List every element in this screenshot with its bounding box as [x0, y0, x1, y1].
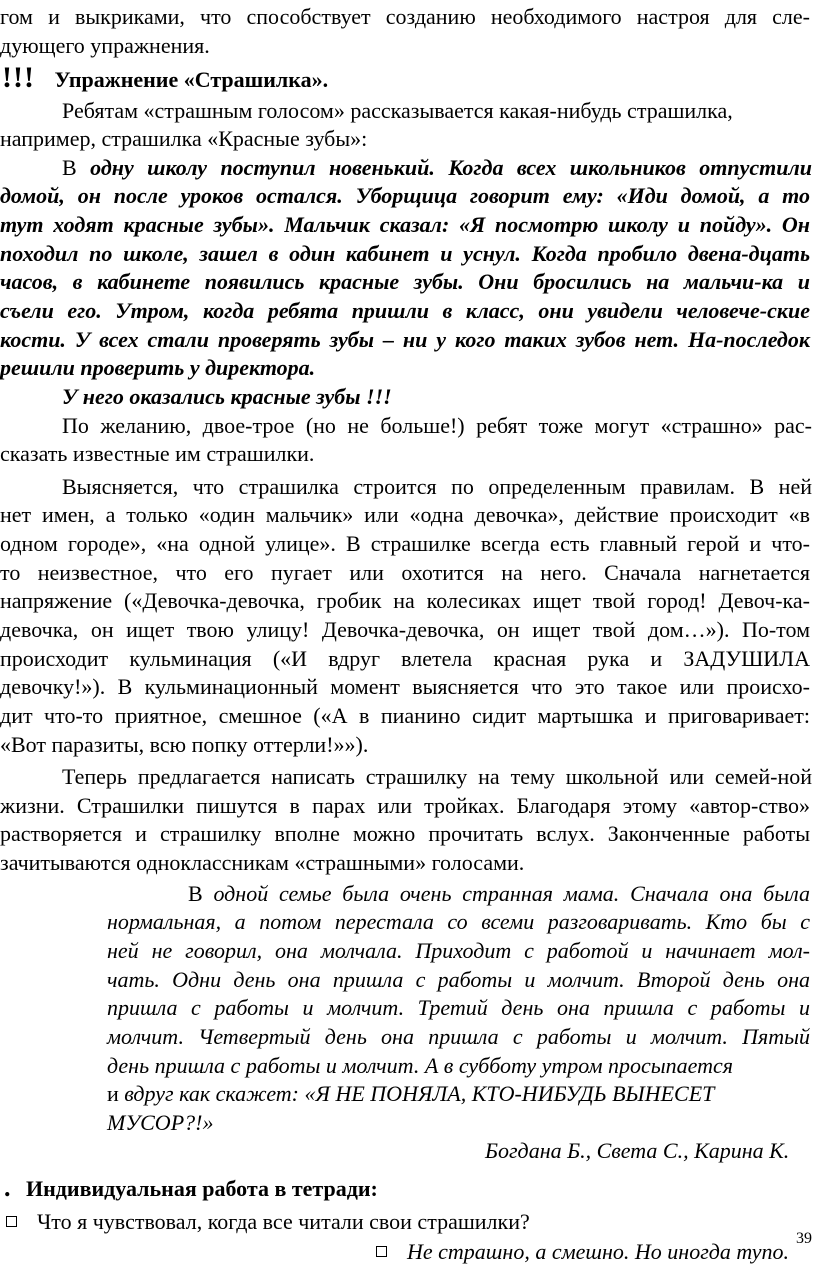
- text-line: жизни. Страшилки пишутся в парах или тройках. Благодаря этому «автор-ство»: [0, 792, 810, 818]
- example-line: пришла с работы и молчит. Третий день она пришла с работы и: [107, 995, 810, 1021]
- text-line: зачитываются одноклассникам «страшными» голосами.: [0, 850, 525, 876]
- text-line: напряжение («Девочка-девочка, гробик на колесиках ищет твой город! Девоч-ка-: [0, 588, 810, 614]
- example-line: [188, 879, 810, 909]
- example-line-8-rest: вдруг как скажет: «Я НЕ ПОНЯЛА, КТО-НИБУДЬ ВЫНЕСЕТ: [124, 1081, 715, 1107]
- story-line: часов, в кабинете появились красные зубы. Они бросились на мальчи-ка и: [0, 269, 810, 295]
- text-line: Теперь предлагается написать страшилку на тему школьной или семей-ной: [62, 764, 812, 790]
- text-line: происходит кульминация («И вдруг влетела красная рука и ЗАДУШИЛА: [0, 645, 810, 671]
- checkbox-bullet-icon: [6, 1216, 17, 1227]
- story-line: домой, он после уроков остался. Уборщица говорит ему: «Иди домой, а то: [0, 183, 810, 209]
- story-line: решили проверить у директора.: [0, 355, 316, 381]
- text-line: сказать известные им страшилки.: [0, 441, 315, 467]
- example-line: день пришла с работы и молчит. А в субботу утром просыпается: [107, 1052, 734, 1078]
- question-text: Что я чувствовал, когда все читали свои страшилки?: [37, 1208, 530, 1234]
- story-first-line-rest: одну школу поступил новенький. Когда всех школьников отпустили: [90, 154, 813, 180]
- example-line: чать. Одни день она пришла с работы и молчит. Второй день она: [107, 966, 810, 992]
- story-line: [62, 153, 812, 183]
- page-number: 39: [796, 1230, 812, 1247]
- text-line: гом и выкриками, что способствует созданию необходимого настроя для сле-: [0, 3, 810, 29]
- heading-marker: .: [4, 1172, 11, 1202]
- answer-item: [376, 1237, 789, 1267]
- example-line: МУСОР?!»: [107, 1109, 214, 1135]
- example-and-word: и: [107, 1081, 119, 1107]
- exclamation-marks: !!!: [2, 61, 35, 95]
- example-authors: Богдана Б., Света С., Карина К.: [485, 1138, 790, 1164]
- story-first-word: В: [62, 154, 77, 180]
- individual-work-heading: [4, 1173, 378, 1204]
- example-first-word: В: [188, 880, 203, 906]
- story-ending: У него оказались красные зубы !!!: [62, 384, 392, 409]
- example-line: [107, 1079, 714, 1109]
- story-line: походил по школе, зашел в один кабинет и уснул. Когда пробило двена-дцать: [0, 240, 810, 266]
- text-line: Выясняется, что страшилка строится по определенным правилам. В ней: [62, 473, 812, 499]
- example-line: молчит. Четвертый день она пришла с работы и молчит. Пятый: [107, 1023, 810, 1049]
- question-item: [6, 1207, 530, 1237]
- example-first-line-rest: одной семье была очень странная мама. Сначала она была: [213, 880, 811, 906]
- individual-work-title: Индивидуальная работа в тетради:: [26, 1175, 378, 1201]
- text-line: растворяется и страшилку вполне можно прочитать вслух. Законченные работы: [0, 821, 810, 847]
- story-line: кости. У всех стали проверять зубы – ни у кого таких зубов нет. На-последок: [0, 326, 810, 352]
- text-line: например, страшилка «Красные зубы»:: [0, 126, 368, 152]
- exercise-heading: [2, 63, 328, 95]
- text-line: По желанию, двое-трое (но не больше!) ребят тоже могут «страшно» рас-: [62, 412, 812, 438]
- answer-text: Не страшно, а смешно. Но иногда тупо.: [407, 1238, 790, 1264]
- exercise-title: Упражнение «Страшилка».: [54, 67, 329, 93]
- example-line: ней не говорил, она молчала. Приходит с работой и начинает мол-: [107, 937, 810, 963]
- text-line: «Вот паразиты, всю попку оттерли!»»).: [0, 731, 369, 757]
- text-line: девочка, он ищет твою улицу! Девочка-девочка, он ищет твой дом…»). По-том: [0, 617, 810, 643]
- text-line: дующего упражнения.: [0, 32, 210, 58]
- text-line: Ребятам «страшным голосом» рассказывается какая-нибудь страшилка,: [62, 97, 733, 123]
- text-line: одном городе», «на одной улице». В страшилке всегда есть главный герой и что-: [0, 531, 810, 557]
- checkbox-bullet-icon: [376, 1246, 387, 1257]
- text-line: девочку!»). В кульминационный момент выясняется что это такое или происхо-: [0, 674, 810, 700]
- text-line: нет имен, а только «один мальчик» или «одна девочка», действие происходит «в: [0, 502, 810, 528]
- text-line: то неизвестное, что его пугает или охотится на него. Сначала нагнетается: [0, 559, 810, 585]
- story-line: тут ходят красные зубы». Мальчик сказал: «Я посмотрю школу и пойду». Он: [0, 212, 810, 238]
- story-line: съели его. Утром, когда ребята пришли в класс, они увидели человече-ские: [0, 298, 810, 324]
- text-line: дит что-то приятное, смешное («А в пианино сидит мартышка и приговаривает:: [0, 702, 810, 728]
- example-line: нормальная, а потом перестала со всеми разговаривать. Кто бы с: [107, 909, 810, 935]
